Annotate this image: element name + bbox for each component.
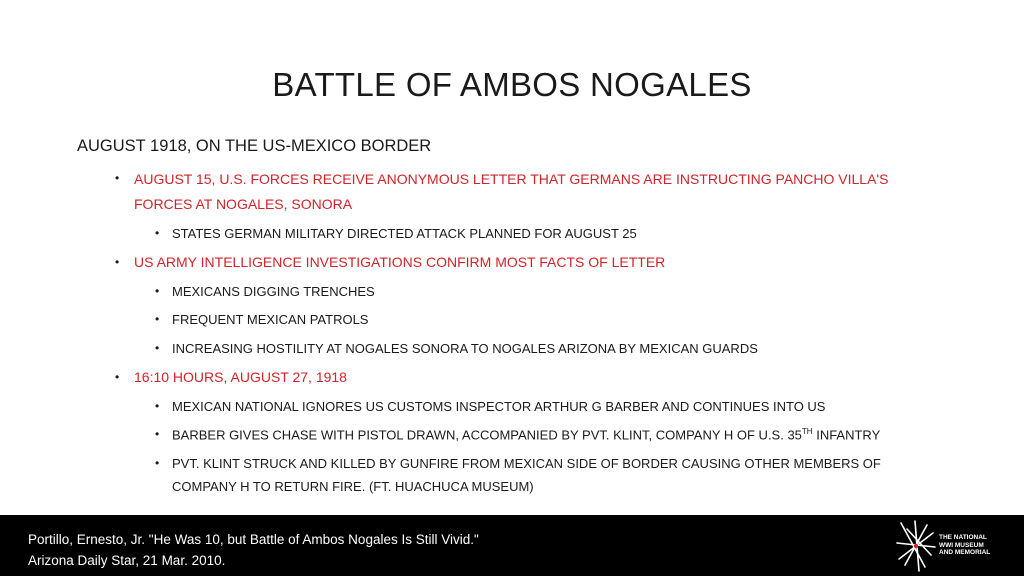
bullet-2-sub-2: FREQUENT MEXICAN PATROLS — [172, 312, 369, 327]
bullet-3-sub-1: MEXICAN NATIONAL IGNORES US CUSTOMS INSPECTOR ARTHUR G BARBER AND CONTINUES INTO US — [172, 399, 826, 414]
bullet-dot: • — [155, 456, 160, 470]
bullet-2-sub-3: INCREASING HOSTILITY AT NOGALES SONORA TO NOGALES ARIZONA BY MEXICAN GUARDS — [172, 341, 758, 356]
bullet-2: US ARMY INTELLIGENCE INVESTIGATIONS CONFIRM MOST FACTS OF LETTER — [134, 254, 666, 270]
ordinal-suffix: TH — [801, 427, 813, 436]
section-heading: AUGUST 1918, ON THE US-MEXICO BORDER — [77, 137, 432, 155]
bullet-1-line-1: AUGUST 15, U.S. FORCES RECEIVE ANONYMOUS LETTER THAT GERMANS ARE INSTRUCTING PANCHO VILLA'S — [134, 171, 889, 187]
citation-line-1: Portillo, Ernesto, Jr. "He Was 10, but Battle of Ambos Nogales Is Still Vivid." — [28, 532, 479, 547]
bullet-2-sub-1: MEXICANS DIGGING TRENCHES — [172, 284, 375, 299]
footer-bar — [0, 515, 1024, 576]
bullet-dot: • — [115, 255, 120, 269]
bullet-dot: • — [115, 370, 120, 384]
bullet-1-sub-1: STATES GERMAN MILITARY DIRECTED ATTACK PLANNED FOR AUGUST 25 — [172, 226, 637, 241]
starburst-icon — [895, 519, 939, 573]
logo-line-1: THE NATIONAL — [939, 534, 987, 541]
bullet-dot: • — [115, 171, 120, 185]
bullet-dot: • — [155, 312, 160, 326]
bullet-3-sub-3-line-1: PVT. KLINT STRUCK AND KILLED BY GUNFIRE FROM MEXICAN SIDE OF BORDER CAUSING OTHER MEMBERS OF — [172, 456, 881, 471]
slide-title: BATTLE OF AMBOS NOGALES — [272, 66, 752, 103]
bullet-dot: • — [155, 399, 160, 413]
bullet-dot: • — [155, 226, 160, 240]
bullet-3-sub-2 — [172, 427, 880, 442]
museum-logo — [895, 519, 1015, 573]
bullet-3: 16:10 HOURS, AUGUST 27, 1918 — [134, 369, 347, 385]
bullet-3-sub-3-line-2: COMPANY H TO RETURN FIRE. (FT. HUACHUCA MUSEUM) — [172, 479, 534, 494]
citation — [28, 529, 479, 571]
bullet-3-sub-2-tail: INFANTRY — [812, 427, 881, 443]
bullet-dot: • — [155, 427, 160, 441]
bullet-3-sub-2-text: BARBER GIVES CHASE WITH PISTOL DRAWN, ACCOMPANIED BY PVT. KLINT, COMPANY H OF U.S. 35 — [172, 427, 802, 443]
logo-line-2: WWI MUSEUM — [939, 541, 984, 549]
bullet-1-line-2: FORCES AT NOGALES, SONORA — [134, 196, 353, 212]
logo-wordmark — [939, 534, 990, 557]
citation-line-2: Arizona Daily Star, 21 Mar. 2010. — [28, 553, 226, 568]
logo-line-3: AND MEMORIAL — [939, 549, 991, 556]
bullet-dot: • — [155, 284, 160, 298]
bullet-dot: • — [155, 341, 160, 355]
